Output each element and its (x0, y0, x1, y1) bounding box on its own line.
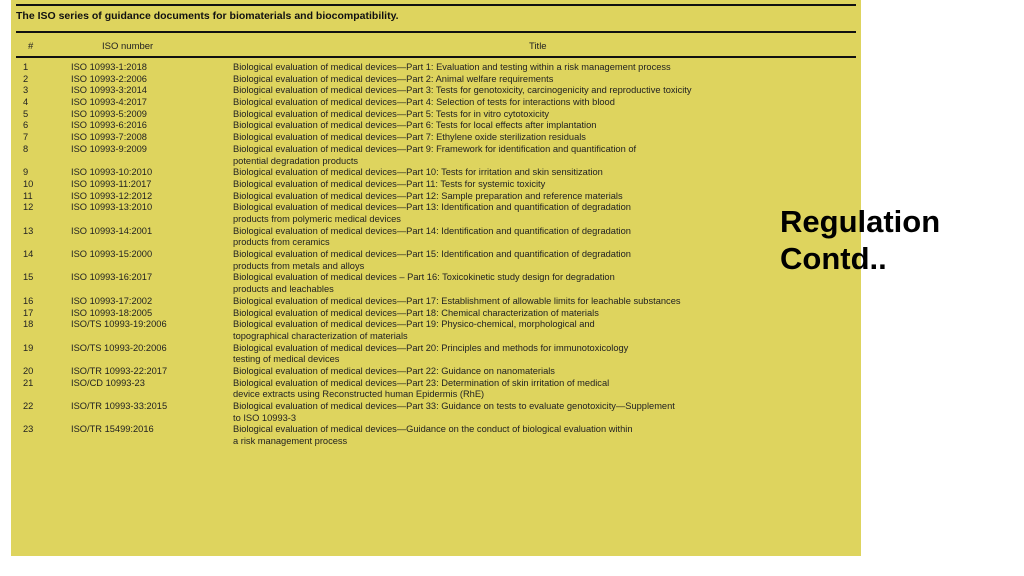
table-row (11, 343, 861, 366)
table-row (11, 179, 861, 191)
row-title-line: Biological evaluation of medical devices – Part 16: Toxicokinetic study design for degradation (233, 272, 615, 283)
row-number: 4 (23, 97, 29, 108)
row-number: 23 (23, 424, 34, 435)
row-title-line: Biological evaluation of medical devices—Part 17: Establishment of allowable limits for leachable substances (233, 295, 681, 306)
row-title (233, 366, 833, 378)
table-row (11, 272, 861, 295)
slide-title (780, 203, 940, 277)
row-iso-number: ISO 10993-1:2018 (71, 62, 147, 72)
table-row (11, 109, 861, 121)
row-number: 1 (23, 62, 29, 72)
row-number: 6 (23, 120, 29, 131)
row-title-line: Biological evaluation of medical devices—Part 4: Selection of tests for interactions with blood (233, 97, 615, 108)
header-rule (16, 56, 856, 58)
row-title-line: products from polymeric medical devices (233, 213, 401, 224)
row-title-line: Biological evaluation of medical devices—Part 9: Framework for identification and quantification of (233, 143, 637, 154)
table-row (11, 85, 861, 97)
row-title (233, 132, 833, 144)
row-title (233, 296, 833, 308)
table-row (11, 378, 861, 401)
row-number: 15 (23, 272, 34, 283)
table-row (11, 308, 861, 320)
row-title-line: to ISO 10993-3 (233, 412, 297, 423)
row-iso-number: ISO/TR 10993-22:2017 (71, 365, 168, 376)
row-number: 21 (23, 377, 34, 388)
table-row (11, 424, 861, 447)
row-title (233, 272, 833, 295)
row-number: 5 (23, 108, 29, 119)
row-number: 7 (23, 132, 29, 143)
row-title-line: Biological evaluation of medical devices—Part 23: Determination of skin irritation of medical (233, 377, 610, 388)
row-title-line: Biological evaluation of medical devices—Part 20: Principles and methods for immunotoxicology (233, 342, 629, 353)
row-title-line: Biological evaluation of medical devices—Part 12: Sample preparation and reference materials (233, 190, 623, 201)
table-row (11, 144, 861, 167)
row-title-line: Biological evaluation of medical devices—Part 7: Ethylene oxide sterilization residuals (233, 132, 586, 143)
row-iso-number: ISO 10993-10:2010 (71, 167, 153, 178)
row-number: 22 (23, 401, 34, 412)
table-row (11, 319, 861, 342)
row-title (233, 144, 833, 167)
table-row (11, 132, 861, 144)
row-title (233, 226, 833, 249)
row-title (233, 85, 833, 97)
table-row (11, 366, 861, 378)
row-number: 8 (23, 143, 29, 154)
row-iso-number: ISO/TR 15499:2016 (71, 424, 154, 435)
row-iso-number: ISO 10993-12:2012 (71, 190, 153, 201)
row-iso-number: ISO 10993-7:2008 (71, 132, 147, 143)
row-iso-number: ISO 10993-15:2000 (71, 249, 153, 260)
row-number: 18 (23, 319, 34, 330)
row-title (233, 179, 833, 191)
row-iso-number: ISO 10993-13:2010 (71, 202, 153, 213)
row-title (233, 62, 833, 74)
row-title (233, 191, 833, 203)
table-row (11, 202, 861, 225)
row-number: 11 (23, 190, 33, 201)
row-iso-number: ISO/TR 10993-33:2015 (71, 401, 168, 412)
header-num: # (28, 41, 34, 52)
row-number: 20 (23, 365, 34, 376)
row-title-line: Biological evaluation of medical devices—Part 3: Tests for genotoxicity, carcinogenicity and reproductive toxicity (233, 85, 692, 96)
row-title (233, 97, 833, 109)
row-title-line: Biological evaluation of medical devices—Part 11: Tests for systemic toxicity (233, 178, 546, 189)
row-title-line: potential degradation products (233, 155, 359, 166)
table-row (11, 167, 861, 179)
row-iso-number: ISO 10993-3:2014 (71, 85, 147, 96)
row-title-line: a risk management process (233, 436, 348, 447)
row-iso-number: ISO 10993-16:2017 (71, 272, 153, 283)
row-title-line: Biological evaluation of medical devices—Part 19: Physico-chemical, morphological and (233, 319, 595, 330)
row-title-line: products from ceramics (233, 237, 330, 248)
row-title (233, 167, 833, 179)
row-iso-number: ISO 10993-9:2009 (71, 143, 147, 154)
row-title (233, 319, 833, 342)
slide-title-line2: Contd.. (780, 241, 887, 276)
row-title (233, 378, 833, 401)
row-number: 9 (23, 167, 29, 178)
row-title (233, 424, 833, 447)
row-iso-number: ISO/TS 10993-19:2006 (71, 319, 167, 330)
row-title-line: Biological evaluation of medical devices—Guidance on the conduct of biological evaluation within (233, 424, 633, 435)
row-title-line: Biological evaluation of medical devices—Part 1: Evaluation and testing within a risk management process (233, 62, 671, 72)
row-title (233, 308, 833, 320)
row-title-line: Biological evaluation of medical devices—Part 2: Animal welfare requirements (233, 73, 554, 84)
slide-title-line1: Regulation (780, 204, 941, 239)
row-title-line: Biological evaluation of medical devices—Part 5: Tests for in vitro cytotoxicity (233, 108, 550, 119)
row-title (233, 249, 833, 272)
table-row (11, 226, 861, 249)
row-title-line: Biological evaluation of medical devices—Part 14: Identification and quantification of degradation (233, 225, 631, 236)
row-title (233, 343, 833, 366)
table-row (11, 97, 861, 109)
row-title-line: testing of medical devices (233, 354, 340, 365)
row-iso-number: ISO 10993-2:2006 (71, 73, 147, 84)
table-row (11, 401, 861, 424)
table-row (11, 74, 861, 86)
row-iso-number: ISO/CD 10993-23 (71, 377, 145, 388)
row-title (233, 109, 833, 121)
row-title-line: Biological evaluation of medical devices—Part 33: Guidance on tests to evaluate genotoxicity—Supplement (233, 401, 675, 412)
row-number: 2 (23, 73, 29, 84)
row-number: 3 (23, 85, 29, 96)
row-title-line: device extracts using Reconstructed human Epidermis (RhE) (233, 389, 485, 400)
row-number: 13 (23, 225, 34, 236)
iso-table-panel (11, 0, 861, 556)
table-row (11, 249, 861, 272)
row-title (233, 74, 833, 86)
row-title-line: Biological evaluation of medical devices—Part 13: Identification and quantification of degradation (233, 202, 631, 213)
row-title-line: topographical characterization of materials (233, 330, 408, 341)
row-number: 19 (23, 342, 34, 353)
table-body (11, 62, 861, 448)
table-row (11, 191, 861, 203)
row-title-line: products and leachables (233, 284, 334, 295)
row-title-line: Biological evaluation of medical devices—Part 22: Guidance on nanomaterials (233, 365, 555, 376)
row-iso-number: ISO 10993-17:2002 (71, 295, 153, 306)
row-number: 12 (23, 202, 34, 213)
row-title (233, 202, 833, 225)
row-iso-number: ISO 10993-5:2009 (71, 108, 147, 119)
row-number: 14 (23, 249, 34, 260)
table-row (11, 120, 861, 132)
row-title-line: Biological evaluation of medical devices—Part 6: Tests for local effects after implantation (233, 120, 597, 131)
row-number: 17 (23, 307, 34, 318)
row-iso-number: ISO 10993-6:2016 (71, 120, 147, 131)
header-title: Title (529, 41, 547, 52)
row-number: 10 (23, 178, 34, 189)
table-row (11, 62, 861, 74)
row-iso-number: ISO 10993-14:2001 (71, 225, 153, 236)
top-rule (16, 4, 856, 6)
row-iso-number: ISO 10993-4:2017 (71, 97, 147, 108)
caption-rule (16, 31, 856, 33)
row-title-line: Biological evaluation of medical devices—Part 10: Tests for irritation and skin sensitization (233, 167, 603, 178)
row-title (233, 401, 833, 424)
row-title-line: products from metals and alloys (233, 260, 365, 271)
table-row (11, 296, 861, 308)
row-title (233, 120, 833, 132)
row-title-line: Biological evaluation of medical devices—Part 18: Chemical characterization of materials (233, 307, 599, 318)
row-iso-number: ISO 10993-11:2017 (71, 178, 152, 189)
table-caption: The ISO series of guidance documents for biomaterials and biocompatibility. (16, 10, 399, 22)
row-title-line: Biological evaluation of medical devices—Part 15: Identification and quantification of degradation (233, 249, 631, 260)
row-number: 16 (23, 295, 34, 306)
row-iso-number: ISO 10993-18:2005 (71, 307, 153, 318)
row-iso-number: ISO/TS 10993-20:2006 (71, 342, 167, 353)
header-iso-number: ISO number (102, 41, 154, 52)
